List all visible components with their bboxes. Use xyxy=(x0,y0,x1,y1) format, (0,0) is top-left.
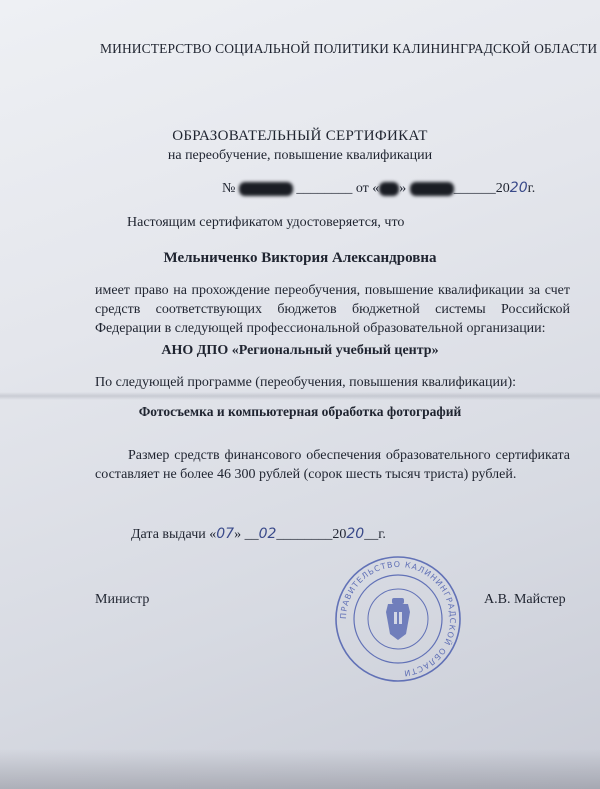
redacted-number xyxy=(239,182,293,196)
issue-year-suffix: г. xyxy=(378,527,386,542)
paper-fold xyxy=(0,392,600,400)
issue-year-prefix: 20 xyxy=(332,527,347,542)
date-mid-quote: » xyxy=(399,181,407,196)
number-prefix: № xyxy=(222,181,236,196)
certificate-title: ОБРАЗОВАТЕЛЬНЫЙ СЕРТИФИКАТ xyxy=(172,128,428,144)
from-label: от « xyxy=(355,181,380,196)
page-shadow xyxy=(0,749,600,789)
signer-name: А.В. Майстер xyxy=(484,592,566,607)
holder-name: Мельниченко Виктория Александровна xyxy=(163,250,437,266)
intro-text: Настоящим сертификатом удостоверяется, что xyxy=(127,215,405,230)
entitlement-paragraph: имеет право на прохождение переобучения, повышение квалификации за счет средств соответствующих бюджетов бюджетной системы Российской Федерации в следующей профессиональной образовательной организации: xyxy=(95,283,570,336)
stamp-ring-text: ПРАВИТЕЛЬСТВО КАЛИНИНГРАДСКОЙ ОБЛАСТИ xyxy=(338,559,458,678)
redacted-day xyxy=(379,182,399,196)
program-label: По следующей программе (переобучения, повышения квалификации): xyxy=(95,375,517,390)
year-handwritten: 20 xyxy=(509,180,528,196)
certificate-subtitle: на переобучение, повышение квалификации xyxy=(167,148,433,163)
issue-year-handwritten: 20 xyxy=(346,526,365,542)
certificate-number-line: № ________ от « » ______2020г. xyxy=(222,180,536,196)
year-suffix: г. xyxy=(527,181,536,196)
ministry-header: МИНИСТЕРСТВО СОЦИАЛЬНОЙ ПОЛИТИКИ КАЛИНИНГРАДСКОЙ ОБЛАСТИ xyxy=(100,41,598,56)
amount-paragraph: Размер средств финансового обеспечения образовательного сертификата составляет не более 46 300 рублей (сорок шесть тысяч триста) рублей. xyxy=(95,448,570,482)
signer-position: Министр xyxy=(95,592,150,607)
issue-day-handwritten: 07 xyxy=(216,526,235,542)
official-seal-stamp xyxy=(318,552,478,686)
issue-date-line: Дата выдачи «07» __02________2020__г. xyxy=(131,526,386,542)
year-prefix: 20 xyxy=(495,181,510,196)
program-name: Фотосъемка и компьютерная обработка фотографий xyxy=(138,404,462,419)
redacted-month xyxy=(410,182,454,196)
number-underline: ________ xyxy=(296,181,353,196)
issue-month-handwritten: 02 xyxy=(258,526,277,542)
issue-label: Дата выдачи « xyxy=(131,527,217,542)
issue-close-quote: » xyxy=(234,527,242,542)
organization-name: АНО ДПО «Региональный учебный центр» xyxy=(161,343,439,358)
